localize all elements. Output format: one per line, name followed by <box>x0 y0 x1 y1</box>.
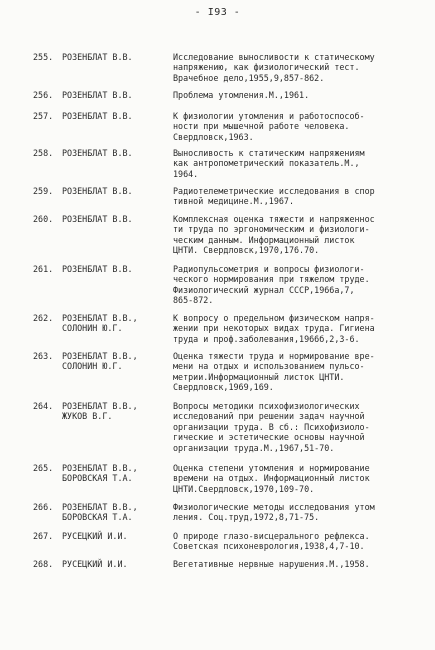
entry-number: 267. <box>33 531 54 541</box>
entry-description <box>173 214 421 256</box>
entry-authors <box>62 148 170 158</box>
entry-text-line: жении при некоторых видах труда. Гигиена <box>173 323 375 334</box>
entry-number: 262. <box>33 313 54 323</box>
entry-number: 258. <box>33 148 54 158</box>
entry-authors <box>62 52 170 62</box>
entry-text-line: О природе глазо-висцерального рефлекса. <box>173 531 370 541</box>
entry-number: 259. <box>33 186 54 196</box>
entry-number: 255. <box>33 52 54 62</box>
entry-text-line: труда и проф.заболевания,1966б,2,3-6. <box>173 333 360 344</box>
entry-description <box>173 401 421 453</box>
entry-author: РОЗЕНБЛАТ В.В., <box>62 313 138 323</box>
entry-number: 260. <box>33 214 54 224</box>
entry-text-line: организации труда.М.,1967,51-70. <box>173 442 335 453</box>
entry-number: 266. <box>33 502 54 512</box>
entry-text-line: мени на отдых и использованием пульсо- <box>173 361 365 372</box>
entry-text-line: времени на отдых. Информационный листок <box>173 473 370 484</box>
entry-author: РОЗЕНБЛАТ В.В., <box>62 401 138 411</box>
entry-authors <box>62 90 170 100</box>
entry-text-line: исследований при решении задач научной <box>173 411 365 422</box>
entry-description <box>173 148 421 179</box>
entry-text-line: Оценка тяжести труда и нормирование вре- <box>173 351 375 361</box>
entry-author: БОРОВСКАЯ Т.А. <box>62 512 133 523</box>
entry-description <box>173 502 421 523</box>
entry-author: РОЗЕНБЛАТ В.В. <box>62 264 133 274</box>
entry-authors <box>62 264 170 274</box>
entry-text-line: Физиологический журнал СССР,1966а,7, <box>173 284 355 295</box>
entry-number: 261. <box>33 264 54 274</box>
entry-text-line: Свердловск,1969,169. <box>173 382 274 393</box>
entry-text-line: Исследование выносливости к статическому <box>173 52 375 62</box>
entry-text-line: ЦНТИ.Свердловск,1970,109-70. <box>173 483 315 494</box>
entry-description <box>173 351 421 393</box>
entry-text-line: Советская психоневрология,1938,4,7-10. <box>173 541 365 552</box>
entry-author: СОЛОНИН Ю.Г. <box>62 323 123 334</box>
entry-text-line: Вегетативные нервные нарушения.М.,1958. <box>173 559 370 569</box>
entry-text-line: Вопросы методики психофизиологических <box>173 401 360 411</box>
entry-authors <box>62 401 170 422</box>
entry-text-line: ления. Соц.труд,1972,8,71-75. <box>173 512 320 523</box>
entry-author: РОЗЕНБЛАТ В.В. <box>62 90 133 100</box>
entry-description <box>173 531 421 552</box>
entry-text-line: напряжению, как физиологический тест. <box>173 62 360 73</box>
entry-text-line: как антропометрический показатель.М., <box>173 158 360 169</box>
entry-description <box>173 52 421 83</box>
entry-authors <box>62 559 170 569</box>
entry-description <box>173 559 421 569</box>
entry-text-line: тивной медицине.М.,1967. <box>173 196 295 207</box>
entry-text-line: Радиотелеметрические исследования в спор <box>173 186 375 196</box>
entry-text-line: Врачебное дело,1955,9,857-862. <box>173 72 325 83</box>
entry-description <box>173 186 421 207</box>
entry-author: СОЛОНИН Ю.Г. <box>62 361 123 372</box>
entry-author: РОЗЕНБЛАТ В.В. <box>62 186 133 196</box>
entry-number: 264. <box>33 401 54 411</box>
entry-text-line: Свердловск,1963. <box>173 131 254 142</box>
entry-description <box>173 463 421 494</box>
entry-text-line: Физиологические методы исследования утом <box>173 502 375 512</box>
entry-authors <box>62 111 170 121</box>
entry-text-line: организации труда. В сб.: Психофизиоло- <box>173 421 370 432</box>
entry-authors <box>62 351 170 372</box>
entry-author: БОРОВСКАЯ Т.А. <box>62 473 133 484</box>
entry-number: 257. <box>33 111 54 121</box>
entry-number: 265. <box>33 463 54 473</box>
entry-author: ЖУКОВ В.Г. <box>62 411 113 422</box>
entry-text-line: Оценка степени утомления и нормирование <box>173 463 370 473</box>
entry-author: РОЗЕНБЛАТ В.В., <box>62 351 138 361</box>
entry-text-line: К вопросу о предельном физическом напря- <box>173 313 375 323</box>
entry-authors <box>62 502 170 523</box>
entry-author: РУСЕЦКИЙ И.И. <box>62 559 128 569</box>
entry-text-line: ЦНТИ. Свердловск,1970,176.70. <box>173 245 320 256</box>
entry-author: РОЗЕНБЛАТ В.В., <box>62 502 138 512</box>
entry-text-line: ности при мышечной работе человека. <box>173 121 350 132</box>
entry-text-line: Комплексная оценка тяжести и напряженнос <box>173 214 375 224</box>
entry-text-line: 865-872. <box>173 295 214 306</box>
entry-number: 256. <box>33 90 54 100</box>
entry-text-line: Радиопульсометрия и вопросы физиологи- <box>173 264 365 274</box>
entry-text-line: К физиологии утомления и работоспособ- <box>173 111 365 121</box>
entry-description <box>173 313 421 344</box>
entry-text-line: ческого нормирования при тяжелом труде. <box>173 274 370 285</box>
entry-text-line: ти труда по эргономическим и физиологи- <box>173 224 370 235</box>
entry-author: РОЗЕНБЛАТ В.В. <box>62 214 133 224</box>
entry-text-line: Проблема утомления.М.,1961. <box>173 90 310 100</box>
entry-description <box>173 264 421 306</box>
entry-number: 268. <box>33 559 54 569</box>
entry-text-line: гические и эстетические основы научной <box>173 432 365 443</box>
page-number: - I93 - <box>194 7 241 18</box>
entry-authors <box>62 313 170 334</box>
entry-authors <box>62 531 170 541</box>
entry-author: РОЗЕНБЛАТ В.В., <box>62 463 138 473</box>
entry-description <box>173 111 421 142</box>
entry-number: 263. <box>33 351 54 361</box>
entry-authors <box>62 214 170 224</box>
entry-text-line: 1964. <box>173 168 199 179</box>
entry-author: РУСЕЦКИЙ И.И. <box>62 531 128 541</box>
entry-author: РОЗЕНБЛАТ В.В. <box>62 148 133 158</box>
entry-text-line: ческим данным. Информационный листок <box>173 234 355 245</box>
entry-text-line: метрии.Информационный листок ЦНТИ. <box>173 371 345 382</box>
entry-text-line: Выносливость к статическим напряжениям <box>173 148 365 158</box>
entry-author: РОЗЕНБЛАТ В.В. <box>62 111 133 121</box>
entry-author: РОЗЕНБЛАТ В.В. <box>62 52 133 62</box>
entry-authors <box>62 463 170 484</box>
entry-authors <box>62 186 170 196</box>
entry-description <box>173 90 421 100</box>
